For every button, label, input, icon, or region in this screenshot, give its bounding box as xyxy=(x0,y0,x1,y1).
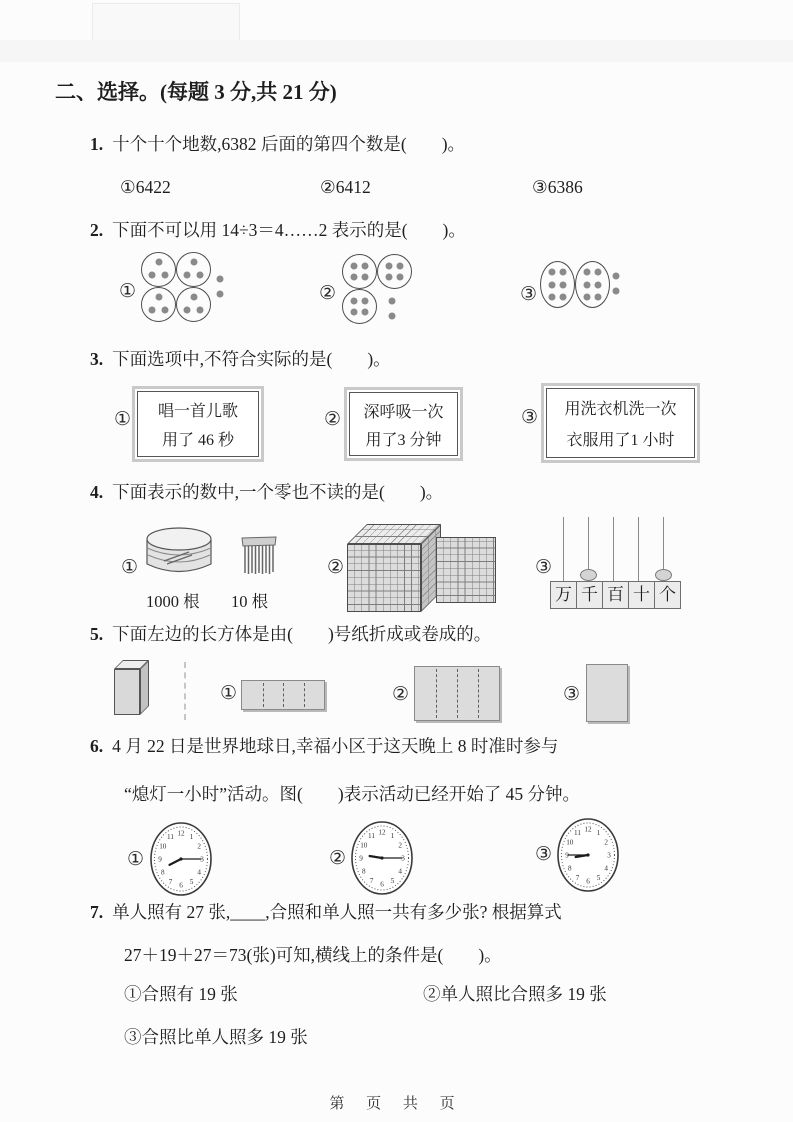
page-footer: 第 页 共 页 xyxy=(329,1096,464,1112)
question-6-text-line2: “熄灯一小时”活动。图( )表示活动已经开始了 45 分钟。 xyxy=(124,784,580,804)
dot xyxy=(548,281,555,288)
abacus-label-wan: 万 xyxy=(550,581,577,609)
question-3-number: 3. xyxy=(90,349,104,369)
q2-diagram-3-marker: ③ xyxy=(520,284,538,305)
dot xyxy=(613,272,620,279)
dot xyxy=(350,297,357,304)
dot xyxy=(560,294,567,301)
dot xyxy=(183,306,190,313)
clock-8-45 xyxy=(556,817,620,893)
q6-clock-1-marker: ① xyxy=(127,849,145,870)
q3-option-1-marker: ① xyxy=(114,409,132,430)
q1-option-2: ②6412 xyxy=(320,177,371,197)
fold-line xyxy=(304,683,305,707)
fold-line xyxy=(283,683,284,707)
q5-paper-sheet-2 xyxy=(414,666,500,721)
dot xyxy=(385,262,392,269)
abacus-rod xyxy=(638,517,640,581)
dot xyxy=(560,268,567,275)
dot xyxy=(155,293,162,300)
remainder-dots xyxy=(386,292,398,326)
question-6-line1 xyxy=(90,733,558,758)
dot xyxy=(217,290,224,297)
question-2-number: 2. xyxy=(90,220,104,240)
svg-text:12: 12 xyxy=(378,828,386,837)
svg-text:4: 4 xyxy=(604,864,608,873)
q3-option-3-marker: ③ xyxy=(521,407,539,428)
q3-option-3-line2: 衣服用了1 小时 xyxy=(566,432,675,449)
dot xyxy=(350,262,357,269)
remainder-dots xyxy=(214,270,226,304)
svg-text:5: 5 xyxy=(390,877,395,886)
dot xyxy=(190,258,197,265)
dot-group-circle xyxy=(342,289,377,324)
dot-group-circle xyxy=(141,287,176,322)
rectangular-prism xyxy=(114,660,150,716)
abacus-bead-ones xyxy=(655,569,672,581)
q2-diagram-2-marker: ② xyxy=(319,283,337,304)
cube-front-face xyxy=(347,544,421,612)
fold-line xyxy=(263,683,264,707)
abacus-label-shi: 十 xyxy=(628,581,655,609)
dot-group-circle xyxy=(176,287,211,322)
svg-text:1: 1 xyxy=(390,832,395,841)
question-6-number: 6. xyxy=(90,736,104,756)
abacus-rod xyxy=(613,517,615,581)
q3-option-2-marker: ② xyxy=(324,409,342,430)
svg-text:1: 1 xyxy=(596,829,601,838)
q3-option-1-line1: 唱一首儿歌 xyxy=(157,403,238,420)
q3-option-3-box xyxy=(541,383,700,463)
svg-text:4: 4 xyxy=(398,867,402,876)
clock-9-15 xyxy=(350,820,414,896)
question-6-text-line1: 4 月 22 日是世界地球日,幸福小区于这天晚上 8 时准时参与 xyxy=(112,736,559,756)
fold-line xyxy=(457,669,458,718)
dot-group-circle xyxy=(141,252,176,287)
prism-front-face xyxy=(114,669,140,715)
dot-group-circle xyxy=(575,261,610,308)
svg-text:7: 7 xyxy=(369,877,374,886)
question-7-line2 xyxy=(124,942,502,967)
svg-text:10: 10 xyxy=(159,842,167,851)
q5-option-2-marker: ② xyxy=(392,684,410,705)
svg-text:11: 11 xyxy=(167,833,174,842)
dot xyxy=(548,294,555,301)
svg-text:8: 8 xyxy=(362,867,366,876)
abacus xyxy=(551,517,680,609)
dot xyxy=(148,271,155,278)
q1-option-3: ③6386 xyxy=(532,177,583,197)
question-7-line1 xyxy=(90,899,562,924)
dot xyxy=(217,275,224,282)
q3-option-3-line1: 用洗衣机洗一次 xyxy=(564,401,677,418)
dot xyxy=(190,293,197,300)
q5-paper-sheet-3 xyxy=(586,664,628,722)
svg-text:8: 8 xyxy=(568,864,572,873)
hundred-flat xyxy=(436,537,496,603)
svg-text:10: 10 xyxy=(566,838,574,847)
section-title: 二、选择。(每题 3 分,共 21 分) xyxy=(55,80,337,104)
svg-text:2: 2 xyxy=(197,842,201,851)
dot xyxy=(362,262,369,269)
svg-text:7: 7 xyxy=(168,878,173,887)
q4-option-2-marker: ② xyxy=(327,557,345,578)
question-7-text-line1: 单人照有 27 张,____,合照和单人照一共有多少张? 根据算式 xyxy=(112,902,562,922)
bundle-10-sticks xyxy=(240,535,278,577)
dashed-separator xyxy=(184,662,186,720)
q4-option-1-label-1000: 1000 根 xyxy=(146,592,200,611)
scan-artifact-box xyxy=(92,3,240,41)
dot xyxy=(162,271,169,278)
q3-option-2-box xyxy=(344,387,463,461)
question-5-text: 下面左边的长方体是由( )号纸折成或卷成的。 xyxy=(112,624,492,644)
svg-text:2: 2 xyxy=(604,838,608,847)
svg-text:7: 7 xyxy=(575,874,580,883)
q4-option-1-marker: ① xyxy=(121,557,139,578)
dot xyxy=(197,271,204,278)
svg-text:9: 9 xyxy=(158,855,162,864)
q2-diagram-1-marker: ① xyxy=(119,281,137,302)
svg-text:3: 3 xyxy=(200,855,204,864)
question-1-number: 1. xyxy=(90,134,104,154)
question-4 xyxy=(90,479,443,504)
svg-text:1: 1 xyxy=(189,833,194,842)
svg-text:2: 2 xyxy=(398,841,402,850)
question-4-number: 4. xyxy=(90,482,104,502)
dot xyxy=(362,309,369,316)
q7-option-2: ②单人照比合照多 19 张 xyxy=(423,984,607,1004)
thousand-cube xyxy=(347,524,443,612)
q6-clock-3-marker: ③ xyxy=(535,844,553,865)
dot xyxy=(583,281,590,288)
dot xyxy=(397,262,404,269)
dot xyxy=(595,281,602,288)
q5-option-1-marker: ① xyxy=(220,683,238,704)
svg-text:12: 12 xyxy=(584,825,592,834)
question-2-text: 下面不可以用 14÷3＝4……2 表示的是( )。 xyxy=(112,220,466,240)
fold-line xyxy=(436,669,437,718)
q3-option-1-line2: 用了 46 秒 xyxy=(161,432,234,449)
dot xyxy=(595,294,602,301)
svg-text:4: 4 xyxy=(197,868,201,877)
q4-option-1-label-10: 10 根 xyxy=(231,592,269,611)
q5-option-3-marker: ③ xyxy=(563,684,581,705)
question-7-text-line2: 27＋19＋27＝73(张)可知,横线上的条件是( )。 xyxy=(124,945,502,965)
dot xyxy=(389,312,396,319)
clock-8-15 xyxy=(149,821,213,897)
svg-text:9: 9 xyxy=(565,851,569,860)
question-5-number: 5. xyxy=(90,624,104,644)
dot xyxy=(583,294,590,301)
svg-text:6: 6 xyxy=(380,880,384,889)
dot xyxy=(362,297,369,304)
svg-text:3: 3 xyxy=(401,854,405,863)
svg-text:5: 5 xyxy=(596,874,601,883)
abacus-label-qian: 千 xyxy=(576,581,603,609)
q3-option-1-box xyxy=(132,386,264,462)
dot xyxy=(350,309,357,316)
q3-option-2-line1: 深呼吸一次 xyxy=(363,403,444,421)
svg-text:5: 5 xyxy=(189,878,194,887)
bundle-1000-sticks xyxy=(144,526,214,580)
svg-text:3: 3 xyxy=(607,851,611,860)
svg-text:6: 6 xyxy=(586,877,590,886)
dot xyxy=(350,274,357,281)
question-7-number: 7. xyxy=(90,902,104,922)
dot xyxy=(148,306,155,313)
dot xyxy=(162,306,169,313)
q4-option-3-marker: ③ xyxy=(535,557,553,578)
q7-option-3: ③合照比单人照多 19 张 xyxy=(124,1027,308,1047)
abacus-label-bai: 百 xyxy=(602,581,629,609)
question-4-text: 下面表示的数中,一个零也不读的是( )。 xyxy=(112,482,444,502)
svg-text:10: 10 xyxy=(360,841,368,850)
q5-paper-strip-1 xyxy=(241,680,325,710)
fold-line xyxy=(478,669,479,718)
dot xyxy=(183,271,190,278)
scan-artifact-band xyxy=(0,40,793,62)
dot xyxy=(385,274,392,281)
question-2 xyxy=(90,217,466,242)
dot xyxy=(548,268,555,275)
svg-text:12: 12 xyxy=(177,829,185,838)
svg-text:6: 6 xyxy=(179,881,183,890)
svg-text:11: 11 xyxy=(574,829,581,838)
dot-group-circle xyxy=(342,254,377,289)
dot xyxy=(362,274,369,281)
question-3 xyxy=(90,346,391,371)
abacus-rod xyxy=(563,517,565,581)
dot xyxy=(583,268,590,275)
q3-option-2-line2: 用了3 分钟 xyxy=(365,431,442,449)
dot xyxy=(155,258,162,265)
dot xyxy=(389,297,396,304)
dot xyxy=(595,268,602,275)
q6-clock-2-marker: ② xyxy=(329,848,347,869)
dot-group-circle xyxy=(377,254,412,289)
abacus-label-ge: 个 xyxy=(654,581,681,609)
q7-option-1: ①合照有 19 张 xyxy=(124,984,238,1004)
question-6-line2 xyxy=(124,781,580,806)
svg-text:8: 8 xyxy=(161,868,165,877)
dot xyxy=(613,287,620,294)
prism-side-face xyxy=(140,660,149,715)
question-1-text: 十个十个地数,6382 后面的第四个数是( )。 xyxy=(112,134,466,154)
dot xyxy=(397,274,404,281)
dot xyxy=(560,281,567,288)
svg-text:9: 9 xyxy=(359,854,363,863)
svg-text:11: 11 xyxy=(368,832,375,841)
dot-group-circle xyxy=(540,261,575,308)
abacus-bead-thousands xyxy=(580,569,597,581)
remainder-dots xyxy=(610,267,622,301)
question-5 xyxy=(90,621,491,646)
question-1 xyxy=(90,131,465,156)
dot-group-circle xyxy=(176,252,211,287)
dot xyxy=(197,306,204,313)
question-3-text: 下面选项中,不符合实际的是( )。 xyxy=(112,349,391,369)
q1-option-1: ①6422 xyxy=(120,177,171,197)
